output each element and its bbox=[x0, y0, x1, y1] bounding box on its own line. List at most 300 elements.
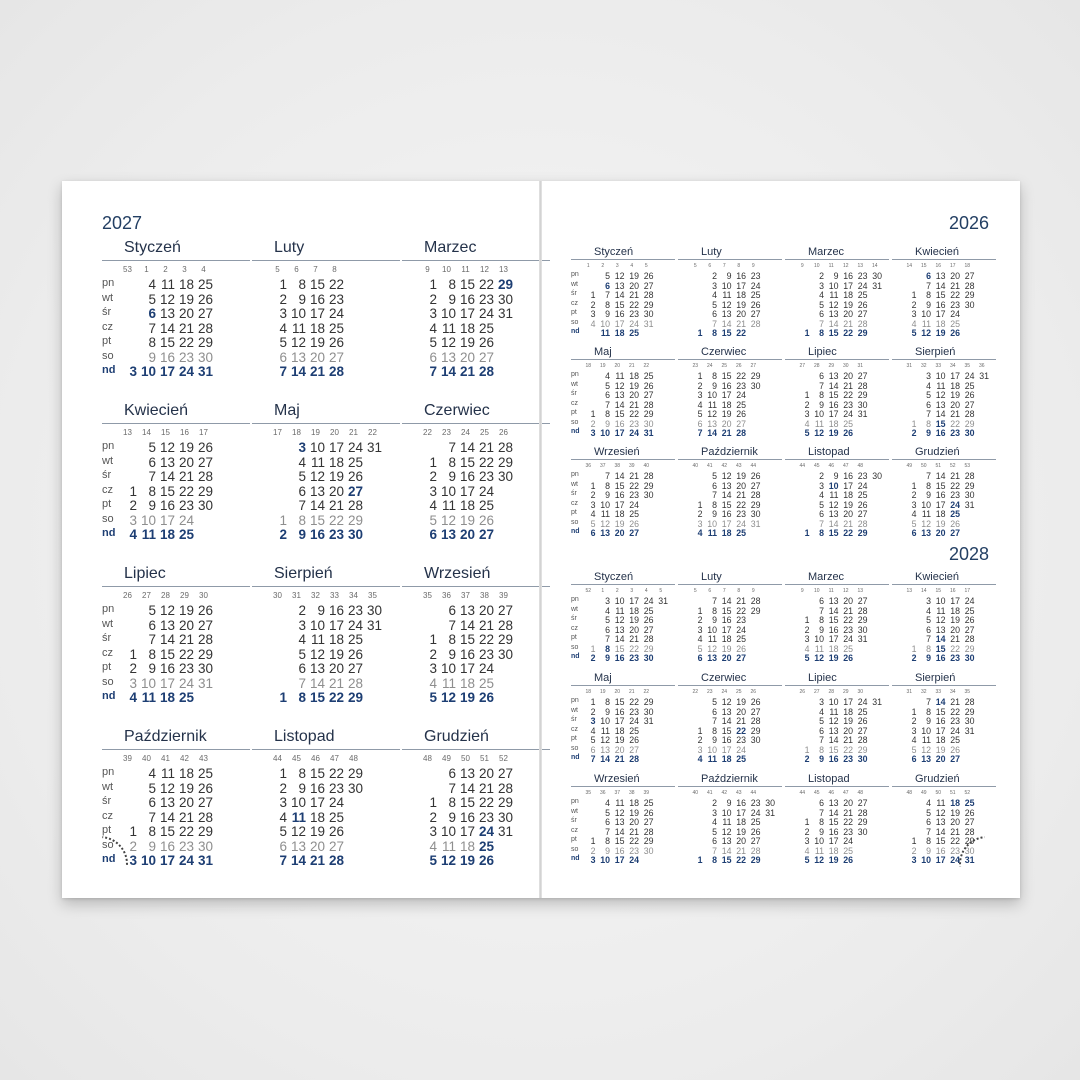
day-cell: 20 bbox=[736, 309, 746, 319]
day-cell: 14 bbox=[459, 617, 475, 633]
day-cell: 17 bbox=[614, 318, 625, 329]
day-cell: 29 bbox=[964, 706, 975, 717]
month-name: Sierpień bbox=[274, 565, 333, 582]
day-cell: 25 bbox=[197, 277, 213, 292]
week-number: 10 bbox=[442, 265, 451, 274]
day-cell: 19 bbox=[950, 807, 960, 818]
week-number: 50 bbox=[935, 790, 942, 796]
day-cell: 9 bbox=[833, 471, 839, 481]
day-cell: 19 bbox=[828, 855, 839, 865]
day-cell: 10 bbox=[600, 428, 610, 438]
day-label: pn bbox=[571, 596, 579, 603]
day-label: pt bbox=[102, 335, 112, 347]
day-cell: 1 bbox=[279, 277, 287, 292]
day-cell: 24 bbox=[750, 280, 761, 291]
day-cell: 29 bbox=[964, 480, 975, 491]
day-cell: 28 bbox=[643, 634, 654, 644]
day-cell: 13 bbox=[721, 309, 732, 319]
day-cell: 4 bbox=[279, 809, 287, 825]
day-cell: 6 bbox=[819, 309, 824, 319]
day-cell: 21 bbox=[328, 675, 344, 691]
day-cell: 29 bbox=[643, 480, 654, 491]
month-rule bbox=[571, 459, 675, 460]
day-cell: 7 bbox=[279, 853, 287, 868]
day-cell: 29 bbox=[347, 512, 363, 528]
day-cell: 9 bbox=[833, 271, 839, 281]
day-cell: 1 bbox=[429, 795, 437, 810]
day-cell: 25 bbox=[178, 527, 194, 542]
day-cell: 24 bbox=[736, 518, 746, 529]
day-cell: 3 bbox=[926, 596, 931, 606]
day-cell: 8 bbox=[298, 690, 306, 705]
week-number: 48 bbox=[423, 754, 432, 763]
day-cell: 19 bbox=[178, 291, 194, 307]
day-cell: 26 bbox=[629, 518, 639, 529]
day-cell: 5 bbox=[605, 615, 610, 625]
month-block bbox=[678, 246, 785, 336]
week-number: 31 bbox=[906, 363, 913, 369]
day-cell: 31 bbox=[497, 306, 513, 321]
day-cell: 8 bbox=[605, 480, 610, 491]
day-cell: 28 bbox=[197, 320, 213, 336]
month-rule bbox=[892, 685, 996, 686]
day-cell: 5 bbox=[429, 512, 437, 528]
month-name: Lipiec bbox=[808, 672, 837, 684]
day-cell: 18 bbox=[614, 509, 625, 519]
day-cell: 9 bbox=[605, 845, 610, 856]
day-cell: 5 bbox=[911, 518, 917, 529]
day-cell: 10 bbox=[828, 280, 839, 291]
day-cell: 3 bbox=[429, 661, 437, 676]
day-cell: 9 bbox=[317, 603, 325, 618]
day-cell: 4 bbox=[911, 509, 917, 519]
month-rule bbox=[678, 459, 782, 460]
day-cell: 14 bbox=[614, 826, 625, 837]
day-cell: 3 bbox=[697, 624, 703, 635]
week-number: 42 bbox=[180, 754, 189, 763]
day-cell: 24 bbox=[629, 318, 639, 329]
week-number: 6 bbox=[708, 263, 712, 269]
day-cell: 11 bbox=[936, 605, 946, 616]
day-cell: 26 bbox=[964, 390, 975, 400]
month-name: Luty bbox=[701, 246, 722, 258]
day-cell: 27 bbox=[347, 483, 363, 499]
day-cell: 26 bbox=[328, 824, 344, 839]
day-cell: 7 bbox=[429, 364, 437, 379]
day-cell: 26 bbox=[643, 807, 654, 818]
day-cell: 26 bbox=[197, 291, 213, 307]
day-cell: 14 bbox=[828, 380, 839, 391]
day-cell: 30 bbox=[347, 527, 363, 542]
day-cell: 17 bbox=[736, 280, 746, 291]
day-cell: 9 bbox=[712, 735, 717, 745]
week-number: 44 bbox=[750, 790, 757, 796]
week-number: 12 bbox=[842, 263, 849, 269]
day-cell: 14 bbox=[290, 853, 306, 868]
day-label: wt bbox=[571, 480, 578, 488]
week-number: 20 bbox=[614, 689, 621, 695]
day-cell: 19 bbox=[935, 328, 946, 338]
day-cell: 10 bbox=[814, 836, 824, 846]
day-cell: 31 bbox=[197, 853, 213, 868]
month-name: Listopad bbox=[808, 446, 850, 458]
day-cell: 17 bbox=[159, 512, 175, 528]
day-cell: 25 bbox=[857, 290, 868, 300]
day-cell: 6 bbox=[605, 624, 610, 635]
week-number: 19 bbox=[311, 428, 320, 437]
day-cell: 5 bbox=[819, 499, 824, 510]
day-cell: 14 bbox=[935, 697, 946, 707]
day-cell: 17 bbox=[614, 855, 625, 865]
day-cell: 9 bbox=[605, 653, 610, 663]
day-cell: 7 bbox=[605, 399, 610, 410]
day-label: nd bbox=[102, 527, 116, 539]
day-cell: 4 bbox=[605, 798, 610, 808]
day-cell: 12 bbox=[600, 518, 610, 529]
day-label: śr bbox=[102, 632, 112, 644]
day-cell: 26 bbox=[478, 512, 494, 528]
week-number: 25 bbox=[721, 363, 728, 369]
day-label: cz bbox=[571, 826, 578, 834]
day-cell: 24 bbox=[843, 836, 853, 846]
day-cell: 22 bbox=[736, 605, 746, 616]
day-cell: 29 bbox=[497, 454, 513, 470]
day-cell: 14 bbox=[935, 409, 946, 419]
day-label: so bbox=[571, 318, 579, 326]
month-rule bbox=[892, 584, 996, 585]
week-number: 5 bbox=[693, 588, 697, 594]
day-cell: 11 bbox=[814, 643, 824, 654]
week-number: 20 bbox=[614, 363, 621, 369]
week-number: 1 bbox=[601, 588, 605, 594]
day-cell: 23 bbox=[843, 826, 853, 837]
month-rule bbox=[678, 359, 782, 360]
month-name: Sierpień bbox=[915, 672, 956, 684]
week-number: 51 bbox=[480, 754, 489, 763]
day-cell: 15 bbox=[614, 643, 625, 654]
year-label-right-top: 2026 bbox=[949, 213, 990, 233]
day-cell: 2 bbox=[590, 418, 596, 429]
day-cell: 21 bbox=[629, 826, 639, 837]
day-cell: 10 bbox=[440, 661, 456, 676]
day-label: pn bbox=[102, 766, 115, 778]
day-cell: 17 bbox=[935, 499, 946, 510]
day-cell: 21 bbox=[843, 380, 853, 391]
day-label: śr bbox=[571, 615, 577, 622]
day-label: nd bbox=[571, 855, 580, 862]
day-cell: 16 bbox=[828, 826, 839, 837]
month-name: Grudzień bbox=[915, 773, 960, 785]
day-cell: 14 bbox=[828, 318, 839, 329]
day-cell: 13 bbox=[921, 754, 931, 764]
day-cell: 24 bbox=[629, 428, 639, 438]
day-cell: 11 bbox=[936, 798, 946, 808]
day-cell: 23 bbox=[629, 490, 639, 500]
week-number: 12 bbox=[842, 588, 849, 594]
day-cell: 16 bbox=[721, 380, 732, 391]
day-cell: 20 bbox=[459, 349, 475, 365]
day-cell: 30 bbox=[964, 299, 975, 310]
week-number: 41 bbox=[706, 463, 713, 469]
day-cell: 4 bbox=[429, 498, 437, 513]
day-cell: 29 bbox=[643, 643, 654, 654]
day-cell: 14 bbox=[935, 280, 946, 291]
day-cell: 17 bbox=[614, 428, 625, 438]
day-cell: 24 bbox=[857, 697, 868, 707]
day-cell: 16 bbox=[309, 291, 325, 307]
day-cell: 4 bbox=[804, 418, 810, 429]
day-cell: 6 bbox=[926, 817, 931, 827]
day-cell: 12 bbox=[707, 409, 717, 419]
day-cell: 26 bbox=[736, 409, 746, 419]
day-cell: 6 bbox=[429, 349, 437, 365]
week-number: 31 bbox=[857, 363, 864, 369]
day-cell: 13 bbox=[614, 390, 625, 400]
day-cell: 22 bbox=[950, 643, 960, 654]
day-cell: 28 bbox=[643, 471, 654, 481]
day-cell: 6 bbox=[429, 527, 437, 542]
week-number: 13 bbox=[499, 265, 508, 274]
day-label: śr bbox=[102, 795, 112, 807]
day-cell: 8 bbox=[712, 499, 717, 510]
day-cell: 2 bbox=[279, 527, 287, 542]
day-cell: 19 bbox=[629, 615, 639, 625]
day-cell: 25 bbox=[629, 509, 639, 519]
day-cell: 19 bbox=[935, 518, 946, 529]
day-label: śr bbox=[571, 490, 577, 497]
day-cell: 27 bbox=[964, 624, 975, 635]
day-cell: 12 bbox=[921, 518, 931, 529]
day-cell: 18 bbox=[309, 809, 325, 825]
month-name: Maj bbox=[274, 402, 300, 419]
day-cell: 5 bbox=[148, 603, 156, 618]
day-cell: 19 bbox=[309, 335, 325, 350]
day-cell: 17 bbox=[459, 483, 475, 499]
day-cell: 20 bbox=[478, 603, 494, 618]
day-cell: 19 bbox=[950, 615, 960, 625]
day-cell: 2 bbox=[279, 291, 287, 307]
week-number: 53 bbox=[964, 463, 971, 469]
day-cell: 27 bbox=[629, 528, 639, 538]
day-cell: 12 bbox=[159, 603, 175, 618]
day-cell: 28 bbox=[643, 826, 654, 837]
day-cell: 27 bbox=[750, 309, 761, 319]
day-label: wt bbox=[102, 617, 113, 630]
day-cell: 16 bbox=[309, 780, 325, 796]
day-cell: 5 bbox=[712, 299, 717, 310]
day-cell: 21 bbox=[478, 617, 494, 633]
day-cell: 10 bbox=[290, 795, 306, 810]
day-cell: 4 bbox=[697, 399, 703, 410]
day-cell: 17 bbox=[328, 440, 344, 455]
week-number: 17 bbox=[964, 588, 971, 594]
day-cell: 10 bbox=[309, 440, 325, 455]
day-cell: 20 bbox=[309, 349, 325, 365]
day-cell: 25 bbox=[178, 690, 194, 705]
day-cell: 19 bbox=[736, 471, 746, 481]
day-cell: 11 bbox=[600, 725, 610, 736]
week-number: 44 bbox=[799, 463, 806, 469]
day-cell: 15 bbox=[159, 335, 175, 350]
day-cell: 9 bbox=[926, 428, 931, 438]
day-cell: 24 bbox=[629, 716, 639, 726]
day-cell: 5 bbox=[697, 409, 703, 419]
day-cell: 19 bbox=[935, 744, 946, 755]
week-number: 47 bbox=[842, 790, 849, 796]
day-cell: 16 bbox=[843, 471, 853, 481]
month-name: Listopad bbox=[274, 728, 335, 745]
day-cell: 24 bbox=[857, 280, 868, 291]
day-cell: 28 bbox=[497, 617, 513, 633]
day-cell: 17 bbox=[721, 390, 732, 400]
day-cell: 28 bbox=[857, 807, 868, 818]
day-cell: 25 bbox=[950, 509, 960, 519]
day-cell: 4 bbox=[804, 845, 810, 856]
day-cell: 1 bbox=[804, 528, 810, 538]
day-cell: 27 bbox=[750, 706, 761, 717]
day-cell: 28 bbox=[643, 290, 654, 300]
month-block bbox=[252, 239, 402, 392]
day-cell: 30 bbox=[857, 826, 868, 837]
week-number: 22 bbox=[643, 363, 650, 369]
day-cell: 19 bbox=[629, 271, 639, 281]
day-cell: 21 bbox=[736, 596, 746, 606]
day-cell: 12 bbox=[440, 853, 456, 868]
day-cell: 9 bbox=[448, 646, 456, 662]
day-cell: 30 bbox=[197, 661, 213, 676]
month-block bbox=[892, 346, 999, 436]
month-block bbox=[102, 239, 252, 392]
day-cell: 28 bbox=[197, 469, 213, 484]
day-cell: 25 bbox=[736, 754, 746, 764]
day-cell: 2 bbox=[129, 838, 137, 854]
day-cell: 15 bbox=[309, 766, 325, 781]
day-cell: 21 bbox=[178, 469, 194, 484]
day-cell: 30 bbox=[857, 624, 868, 635]
week-number: 49 bbox=[442, 754, 451, 763]
day-cell: 15 bbox=[159, 646, 175, 662]
day-cell: 25 bbox=[328, 320, 344, 336]
day-cell: 31 bbox=[366, 440, 382, 455]
day-cell: 11 bbox=[615, 371, 625, 381]
week-number: 28 bbox=[828, 689, 835, 695]
day-cell: 26 bbox=[478, 853, 494, 868]
day-cell: 13 bbox=[159, 306, 175, 321]
day-cell: 22 bbox=[629, 836, 639, 846]
page-left bbox=[62, 181, 540, 898]
day-cell: 13 bbox=[828, 371, 839, 381]
month-block bbox=[678, 346, 785, 436]
day-cell: 7 bbox=[926, 280, 931, 291]
day-cell: 12 bbox=[721, 299, 732, 310]
day-cell: 22 bbox=[178, 483, 194, 499]
day-cell: 21 bbox=[309, 853, 325, 868]
day-cell: 1 bbox=[697, 328, 703, 338]
day-cell: 8 bbox=[819, 528, 824, 538]
day-cell: 7 bbox=[590, 754, 596, 764]
day-cell: 3 bbox=[129, 853, 137, 868]
week-number: 21 bbox=[349, 428, 358, 437]
day-cell: 29 bbox=[643, 836, 654, 846]
week-number: 7 bbox=[722, 588, 726, 594]
day-cell: 8 bbox=[712, 855, 717, 865]
month-name: Październik bbox=[124, 728, 207, 745]
day-cell: 25 bbox=[629, 725, 639, 736]
day-cell: 13 bbox=[309, 483, 325, 499]
week-number: 23 bbox=[442, 428, 451, 437]
day-cell: 21 bbox=[629, 634, 639, 644]
month-rule bbox=[402, 749, 550, 750]
day-cell: 26 bbox=[643, 271, 654, 281]
day-cell: 17 bbox=[843, 280, 853, 291]
month-rule bbox=[102, 423, 250, 424]
day-cell: 15 bbox=[459, 454, 475, 470]
day-cell: 4 bbox=[148, 277, 156, 292]
day-cell: 18 bbox=[721, 754, 732, 764]
day-cell: 23 bbox=[629, 706, 639, 717]
day-cell: 11 bbox=[441, 320, 456, 336]
day-cell: 2 bbox=[429, 646, 437, 662]
day-cell: 24 bbox=[178, 853, 194, 868]
day-cell: 24 bbox=[328, 306, 344, 321]
day-label: wt bbox=[571, 706, 578, 714]
day-cell: 24 bbox=[478, 661, 494, 676]
day-label: śr bbox=[571, 290, 577, 297]
day-cell: 15 bbox=[614, 299, 625, 310]
day-cell: 14 bbox=[159, 809, 175, 825]
month-rule bbox=[785, 259, 889, 260]
day-cell: 31 bbox=[872, 280, 882, 291]
day-cell: 18 bbox=[950, 605, 960, 616]
week-number: 17 bbox=[199, 428, 208, 437]
week-number: 22 bbox=[643, 689, 650, 695]
day-cell: 24 bbox=[328, 795, 344, 810]
day-cell: 13 bbox=[159, 617, 175, 633]
week-number: 49 bbox=[920, 790, 927, 796]
month-name: Styczeń bbox=[594, 246, 634, 258]
day-cell: 11 bbox=[615, 798, 625, 808]
day-cell: 24 bbox=[347, 440, 363, 455]
day-cell: 16 bbox=[309, 527, 325, 542]
month-name: Październik bbox=[701, 446, 758, 458]
day-cell: 14 bbox=[159, 469, 175, 484]
week-number: 6 bbox=[708, 588, 712, 594]
week-number: 22 bbox=[423, 428, 432, 437]
day-cell: 2 bbox=[819, 271, 824, 281]
month-name: Marzec bbox=[808, 571, 845, 583]
day-cell: 28 bbox=[964, 697, 975, 707]
day-label: nd bbox=[102, 690, 116, 702]
day-cell: 27 bbox=[643, 624, 654, 635]
day-cell: 1 bbox=[279, 766, 287, 781]
week-number: 17 bbox=[949, 263, 956, 269]
day-cell: 23 bbox=[629, 845, 639, 856]
day-cell: 29 bbox=[857, 744, 868, 755]
week-number: 22 bbox=[692, 689, 699, 695]
day-cell: 5 bbox=[804, 428, 810, 438]
day-cell: 3 bbox=[590, 716, 596, 726]
day-cell: 13 bbox=[290, 349, 306, 365]
day-cell: 14 bbox=[309, 498, 325, 513]
day-cell: 19 bbox=[459, 690, 475, 705]
day-cell: 16 bbox=[614, 418, 625, 429]
day-label: wt bbox=[102, 780, 113, 793]
day-cell: 15 bbox=[721, 499, 732, 510]
week-number: 49 bbox=[906, 463, 913, 469]
day-cell: 1 bbox=[429, 277, 437, 292]
day-cell: 9 bbox=[605, 706, 610, 717]
day-cell: 10 bbox=[290, 306, 306, 321]
